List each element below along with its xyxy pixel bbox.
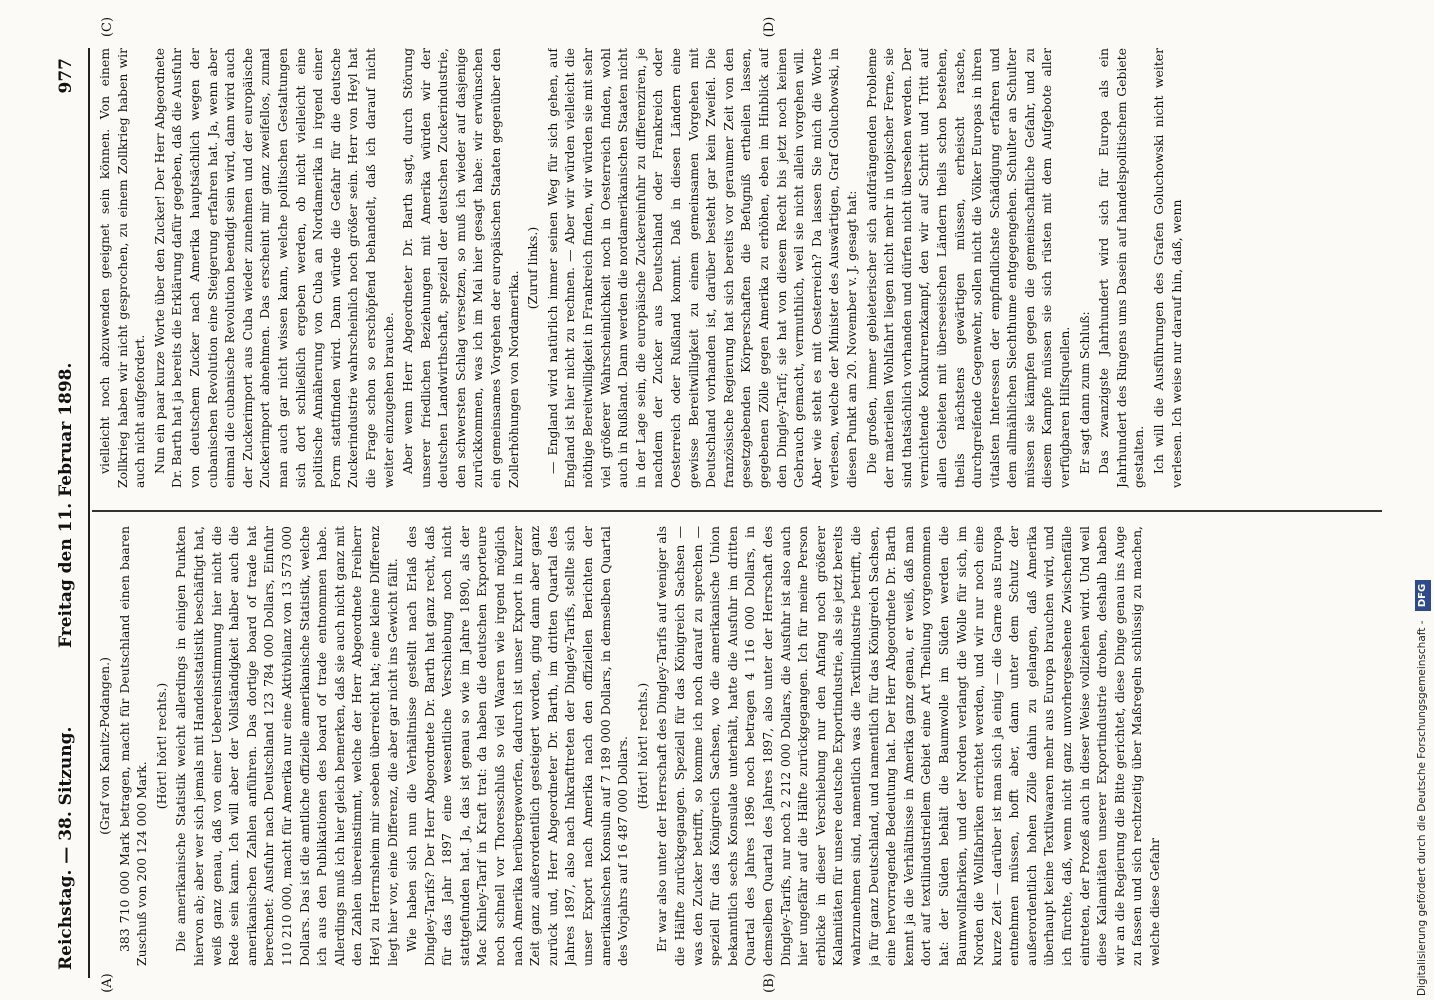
header-rule <box>88 48 90 978</box>
paragraph: — England wird natürlich immer seinen Weg für sich gehen, auf England ist hier nicht zu rechnen. — Aber wir würden vielleicht die nöthige Bereitwilligkeit in Frankreich finden, wir würden sie mit sehr viel größerer Wahrscheinlichkeit noch in Oesterreich finden, wohl auch in Rußland. Dann werden die nordamerikanischen Staaten nicht in der Lage sein, die europäische Zuckereinfuhr zu differenziren, je nachdem der Zucker aus Deutschland oder Frankreich oder Oesterreich oder Rußland kommt. Daß in diesen Ländern eine gewisse Bereitwilligkeit zu einem gemeinsamen Vorgehen mit Deutschland vorhanden ist, darüber besteht gar kein Zweifel. Die französische Regierung hat sich bereits vor geraumer Zeit von den gesetzgebenden Körperschaften die Befugniß ertheilen lassen, gegebenen Zölle gegen Amerika zu erhöhen, eben im Hinblick auf den Dingley-Tarif; sie hat von diesem Recht bis jetzt noch keinen Gebrauch gemacht, vermuthlich, weil sie nicht allein vorgehen will. Aber wie steht es mit Oesterreich? Da lassen Sie mich die Worte verlesen, welche der Minister des Auswärtigen, Graf Goluchowski, in diesen Punkt am 20. November v. J. gesagt hat: <box>544 48 859 488</box>
header-session: Reichstag. — 38. Sitzung. <box>56 726 76 970</box>
column-divider <box>92 510 1382 512</box>
interjection: (Hört! hört! rechts.) <box>153 682 169 810</box>
paragraph: Ich will die Ausführungen des Grafen Goluchowski nicht weiter verlesen. Ich weise nur darauf hin, daß, wenn <box>1151 48 1184 488</box>
paragraph: Die amerikanische Statistik weicht allerdings in einigen Punkten hiervon ab; aber wer sich jemals mit Handelsstatistik beschäftigt hat, weiß ganz genau, daß von einer Uebereinstimmung hier nicht die Rede sein kann. Ich will aber der Vollständigkeit halber auch die amerikanischen Zahlen anführen. Das dortige board of trade hat berechnet: Ausfuhr nach Deutschland 123 784 000 Dollars, Einfuhr 110 210 000, macht für Amerika nur eine Aktivbilanz von 13 573 000 Dollars. Das ist die amtliche offizielle amerikanische Statistik, welche ich aus den Publikationen des board of trade entnommen habe. Allerdings muß ich hier gleich bemerken, daß sie auch nicht ganz mit den Zahlen übereinstimmt, welche der Herr Abgeordnete Freiherr Heyl zu Herrnsheim mir soeben überreicht hat; eine kleine Differenz liegt hier vor, eine Differenz, die aber gar nicht ins Gewicht fällt. <box>173 526 400 966</box>
paragraph: Aber wenn Herr Abgeordneter Dr. Barth sagt, durch Störung unserer friedlichen Beziehungen mit Amerika würden wir der deutschen Landwirthschaft, speziell der deutschen Zuckerindustrie, den schwersten Schlag versetzen, so muß ich wieder auf dasjenige zurückkommen, was ich im Mai hier gesagt habe: wir erwünschen ein gemeinsames Vorgehen der europäischen Staaten gegenüber den Zollerhöhungen von Nordamerika. <box>400 48 521 488</box>
paragraph: Wie haben sich nun die Verhältnisse gestellt nach Erlaß des Dingley-Tarifs? Der Herr Abgeordnete Dr. Barth hat ganz recht, daß für das Jahr 1897 eine wesentliche Verschiebung noch nicht stattgefunden hat. Ja, das ist genau so wie im Jahre 1890, als der Mac Kinley-Tarif in Kraft trat: da haben die deutschen Exporteure noch schnell vor Thoresschluß so viel Waaren wie irgend möglich nach Amerika herübergeworfen, dadurch ist unser Export in kurzer Zeit ganz außerordentlich gesteigert worden, ging dann aber ganz zurück und, Herr Abgeordneter Dr. Barth, im dritten Quartal des Jahres 1897, also nach Inkrafttreten der Dingley-Tarifs, stellte sich unser Export nach Amerika nach den offiziellen Berichten der amerikanischen Konsuln auf 7 189 000 Dollars, in demselben Quartal des Vorjahrs auf 16 487 000 Dollars. <box>404 526 631 966</box>
margin-marker-c: (C) <box>100 16 115 38</box>
paragraph: 383 710 000 Mark betragen, macht für Deutschland einen baaren Zuschuß von 200 124 000 Mark. <box>116 526 150 966</box>
right-text-column <box>96 48 1376 488</box>
header-date: Freitag den 11. Februar 1898. <box>56 362 76 648</box>
left-text-column <box>96 526 1376 966</box>
paragraph: Er war also unter der Herrschaft des Dingley-Tarifs auf weniger als die Hälfte zurückgegangen. Speziell für das Königreich Sachsen — was den Zucker betrifft, so komme ich noch darauf zu sprechen — speziell für das Königreich Sachsen, wo die amerikanische Union bekanntlich sechs Konsulate unterhält, hatte die Ausfuhr im dritten Quartal des Jahres 1896 noch betragen 4 116 000 Dollars, in demselben Quartal des Jahres 1897, also unter der Herrschaft des Dingley-Tarifs, nur noch 2 212 000 Dollars, die Ausfuhr ist also auch hier ungefähr auf die Hälfte zurückgegangen. Ich für meine Person erblicke in dieser Verschiebung nur den Anfang noch größerer Kalamitäten für unsere deutsche Exportindustrie, als sie jetzt bereits wahrzunehmen sind, namentlich was die Textilindustrie betrifft, die ja für ganz Deutschland, und namentlich für das Königreich Sachsen, eine hervorragende Bedeutung hat. Der Herr Abgeordnete Dr. Barth kennt ja die Verhältnisse in Amerika ganz genau, er weiß, daß man dort auf textilindustriellem Gebiet eine Art Theilung vorgenommen hat: der Süden behält die Baumwolle im Süden werden die Baumwollfabriken, und der Norden verlangt die Wolle für sich, im Norden die Wollfabriken errichtet werden, und wir nur noch eine kurze Zeit — darüber ist man sich ja einig — die Garne aus Europa entnehmen müssen, hofft aber, dann unter dem Schutz der außerordentlich hohen Zölle dahin zu gelangen, daß Amerika überhaupt keine Textilwaaren mehr aus Europa brauchen wird, und ich fürchte, daß, wenn nicht ganz unvorhergesehene Zwischenfälle eintreten, der Prozeß auch in dieser Weise vollziehen wird. Und weil diese Kalamitäten unserer Exportindustrie drohen, deshalb haben wir an die Regierung die Bitte gerichtet, diese Dinge genau ins Auge zu fassen und sich rechtzeitig über Maßregeln schlüssig zu machen, welche diese Gefahr <box>654 526 1163 966</box>
quotation: Das zwanzigste Jahrhundert wird sich für Europa als ein Jahrhundert des Ringens ums Dasein auf handelspolitischem Gebiete gestalten. <box>1096 48 1147 488</box>
paragraph: vielleicht noch abzuwenden geeignet sein können. Von einem Zollkrieg haben wir nicht gesprochen, zu einem Zollkrieg haben wir auch nicht aufgefordert. <box>97 48 148 488</box>
quotation: Die großen, immer gebieterischer sich aufdrängenden Probleme der materiellen Wohlfahrt liegen nicht mehr in utopischer Ferne, sie sind thatsächlich vorhanden und dürfen nicht übersehen werden. Der vernichtende Konkurrenzkampf, den wir auf Schritt und Tritt auf allen Gebieten mit überseeischen Ländern theils schon bestehen, theils nächstens gewärtigen müssen, erheischt rasche, durchgreifende Gegenwehr, sollen nicht die Völker Europas in ihren vitalsten Interessen der empfindlichste Schädigung erfahren und dem allmählichen Siechthume entgegengehen. Schulter an Schulter müssen sie kämpfen gegen die gemeinschaftliche Gefahr, und zu diesem Kampfe müssen sie sich rüsten mit dem Aufgebote aller verfügbaren Hilfsquellen. <box>863 48 1073 488</box>
dfg-logo: DFG <box>1415 580 1431 611</box>
speaker-label: (Graf von Kanitz-Podangen.) <box>97 657 112 835</box>
interjection: (Hört! hört! rechts.) <box>634 682 650 810</box>
margin-marker-d: (D) <box>762 16 777 38</box>
paragraph: Er sagt dann zum Schluß: <box>1076 311 1092 474</box>
margin-marker-a: (A) <box>100 973 115 993</box>
digitization-imprint <box>1414 6 1430 996</box>
interjection: (Zuruf links.) <box>525 226 541 310</box>
paragraph: Nun ein paar kurze Worte über den Zucker! Der Herr Abgeordnete Dr. Barth hat ja bereits die Erklärung dafür gegeben, daß die Ausfuhr von deutschem Zucker nach Amerika hauptsächlich wegen der cubanischen Revolution eine Steigerung erfahren hat. Ja, wenn aber einmal die cubanische Revolution beendigt sein wird, dann wird auch der Zuckerimport aus Cuba wieder zunehmen und der europäische Zuckerimport abnehmen. Das erscheint mir ganz zweifellos, zumal man auch gar nicht wissen kann, welche politischen Gestaltungen sich dort schließlich ergeben werden, ob nicht vielleicht eine politische Annäherung von Cuba an Nordamerika in irgend einer Form stattfinden wird. Dann würde die Gefahr für die deutsche Zuckerindustrie wahrscheinlich noch größer sein. Herr von Heyl hat die Frage schon so erschöpfend behandelt, daß ich darauf nicht weiter einzugehen brauche. <box>151 48 396 488</box>
margin-marker-b: (B) <box>762 973 777 993</box>
page-number: 977 <box>56 58 76 94</box>
imprint-text: Digitalisierung gefördert durch die Deutsche Forschungsgemeinschaft - <box>1416 620 1428 996</box>
page-header <box>50 48 88 978</box>
